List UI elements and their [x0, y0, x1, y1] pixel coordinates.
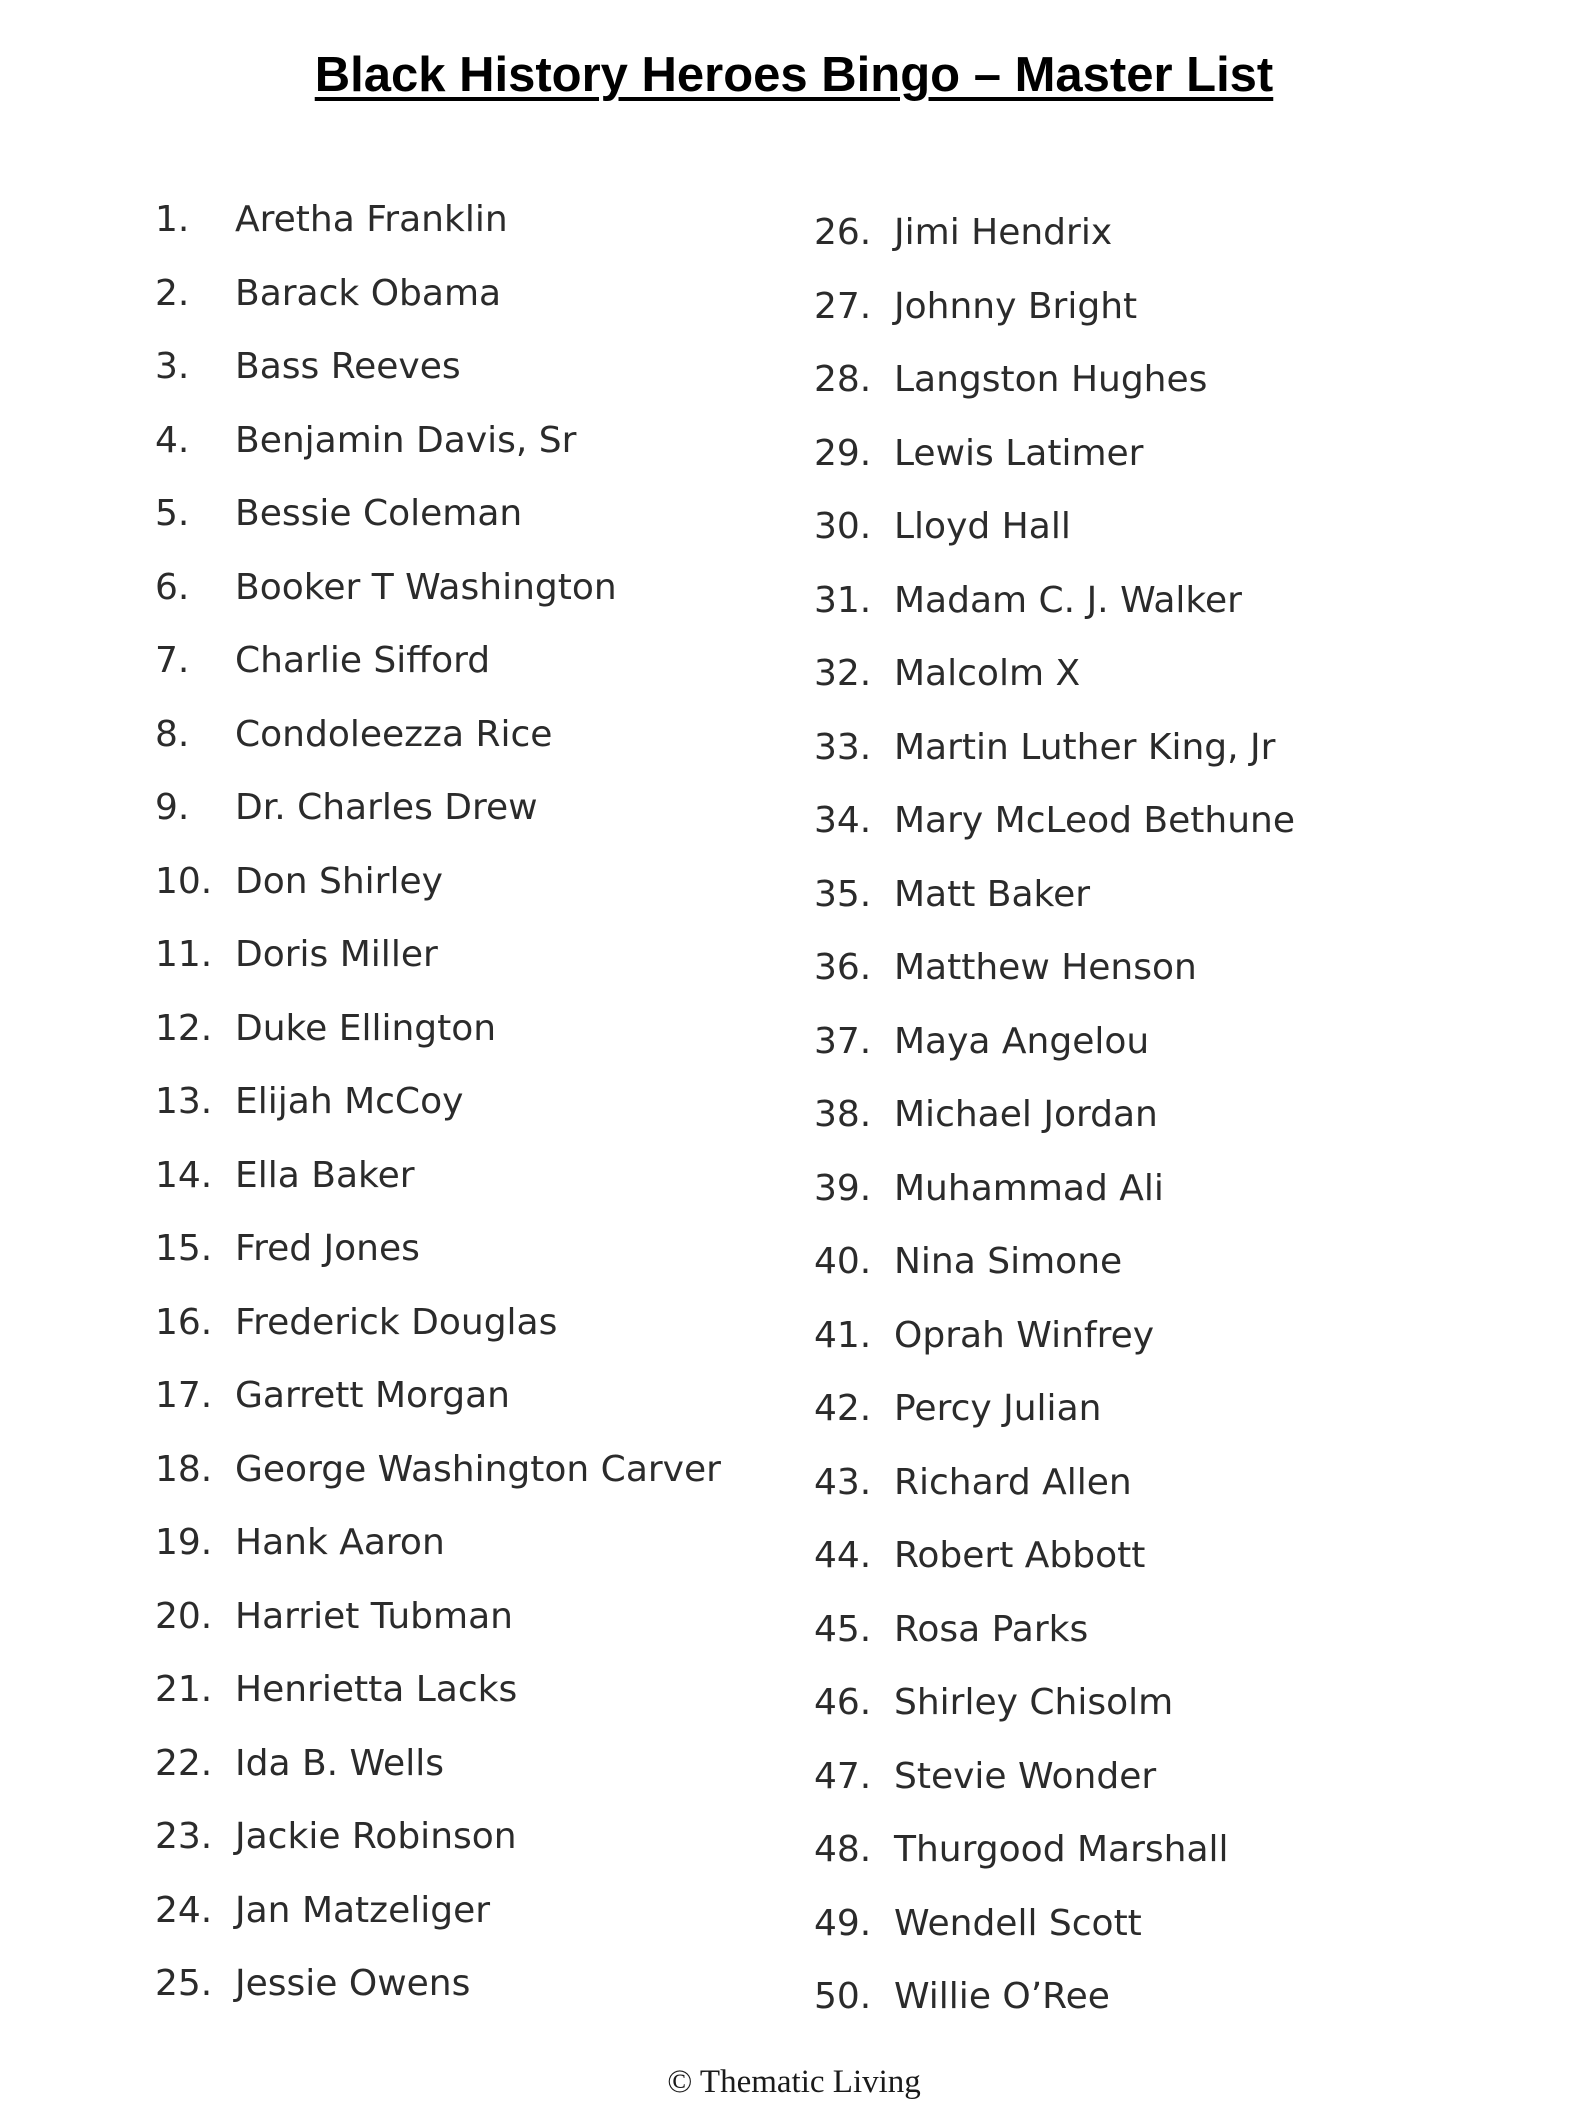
list-item	[814, 1593, 1295, 1667]
item-name: Garrett Morgan	[235, 1375, 510, 1416]
item-number: 25.	[155, 1963, 213, 2004]
item-name: Frederick Douglas	[235, 1301, 558, 1343]
item-number: 15.	[155, 1228, 213, 1269]
list-item	[814, 637, 1295, 711]
list-item	[814, 270, 1295, 344]
page-title	[0, 40, 1588, 110]
item-name: Hank Aaron	[235, 1522, 445, 1563]
list-item	[155, 1874, 721, 1948]
list-item	[814, 711, 1295, 785]
item-name: Wendell Scott	[894, 1902, 1142, 1944]
list-item	[814, 417, 1295, 491]
item-name: Maya Angelou	[894, 1020, 1150, 1062]
item-name: Langston Hughes	[894, 359, 1208, 400]
list-item	[155, 551, 721, 625]
item-name: Richard Allen	[894, 1461, 1132, 1503]
list-item	[814, 1666, 1295, 1740]
item-name: Elijah McCoy	[235, 1081, 464, 1122]
item-number: 14.	[155, 1154, 213, 1196]
item-number: 36.	[814, 947, 872, 988]
item-number: 3.	[155, 346, 190, 387]
item-number: 46.	[814, 1682, 872, 1723]
item-name: Ida B. Wells	[235, 1742, 444, 1784]
item-number: 37.	[814, 1020, 872, 1062]
list-item	[155, 1286, 721, 1360]
list-item	[155, 477, 721, 551]
list-item	[814, 1887, 1295, 1961]
item-number: 42.	[814, 1388, 872, 1429]
item-name: Jessie Owens	[235, 1963, 471, 2004]
item-name: Barack Obama	[235, 272, 502, 314]
item-name: Muhammad Ali	[894, 1167, 1164, 1209]
list-item	[814, 1446, 1295, 1520]
item-name: Shirley Chisolm	[894, 1682, 1174, 1723]
item-name: Duke Ellington	[235, 1007, 497, 1049]
list-item	[155, 1212, 721, 1286]
item-number: 20.	[155, 1595, 213, 1637]
item-name: Matthew Henson	[894, 947, 1197, 988]
item-number: 7.	[155, 640, 190, 681]
list-item	[155, 992, 721, 1066]
item-name: Oprah Winfrey	[894, 1314, 1155, 1356]
list-item	[814, 1960, 1295, 2034]
list-item	[155, 1800, 721, 1874]
item-number: 13.	[155, 1081, 213, 1122]
item-name: Malcolm X	[894, 653, 1081, 694]
item-number: 27.	[814, 285, 872, 327]
item-number: 30.	[814, 506, 872, 547]
item-name: Henrietta Lacks	[235, 1669, 518, 1710]
list-item	[814, 1299, 1295, 1373]
names-list-right	[814, 196, 1295, 2034]
item-name: Stevie Wonder	[894, 1755, 1157, 1797]
item-name: Booker T Washington	[235, 566, 617, 608]
list-item	[814, 1152, 1295, 1226]
item-name: Lloyd Hall	[894, 506, 1071, 547]
list-item	[155, 183, 721, 257]
item-name: Harriet Tubman	[235, 1595, 513, 1637]
list-item	[814, 1225, 1295, 1299]
item-name: Jackie Robinson	[235, 1816, 517, 1857]
item-number: 24.	[155, 1889, 213, 1931]
list-item	[155, 624, 721, 698]
item-name: Charlie Sifford	[235, 640, 491, 681]
list-item	[814, 784, 1295, 858]
item-number: 10.	[155, 860, 213, 902]
item-number: 18.	[155, 1448, 213, 1490]
item-number: 45.	[814, 1608, 872, 1650]
list-item	[814, 1519, 1295, 1593]
list-item	[155, 771, 721, 845]
item-number: 43.	[814, 1461, 872, 1503]
item-number: 41.	[814, 1314, 872, 1356]
item-number: 26.	[814, 212, 872, 253]
item-number: 40.	[814, 1241, 872, 1282]
item-name: Thurgood Marshall	[894, 1829, 1229, 1870]
item-name: Madam C. J. Walker	[894, 579, 1242, 621]
list-item	[155, 1947, 721, 2021]
item-name: Condoleezza Rice	[235, 713, 553, 755]
item-number: 35.	[814, 873, 872, 915]
list-item	[155, 1506, 721, 1580]
list-item	[155, 845, 721, 919]
list-item	[155, 1727, 721, 1801]
item-name: Bass Reeves	[235, 346, 461, 387]
item-number: 1.	[155, 199, 190, 240]
item-name: Percy Julian	[894, 1388, 1102, 1429]
item-number: 48.	[814, 1829, 872, 1870]
item-number: 31.	[814, 579, 872, 621]
item-number: 17.	[155, 1375, 213, 1416]
item-name: Michael Jordan	[894, 1094, 1158, 1135]
item-number: 11.	[155, 934, 213, 975]
item-name: Ella Baker	[235, 1154, 415, 1196]
item-number: 21.	[155, 1669, 213, 1710]
list-item	[814, 1813, 1295, 1887]
list-item	[155, 1653, 721, 1727]
item-number: 19.	[155, 1522, 213, 1563]
list-item	[814, 1078, 1295, 1152]
list-item	[814, 858, 1295, 932]
item-name: Mary McLeod Bethune	[894, 800, 1295, 841]
item-name: Nina Simone	[894, 1241, 1123, 1282]
item-number: 38.	[814, 1094, 872, 1135]
list-item	[814, 343, 1295, 417]
list-item	[155, 1065, 721, 1139]
item-name: Don Shirley	[235, 860, 443, 902]
item-number: 50.	[814, 1976, 872, 2017]
item-number: 5.	[155, 493, 190, 534]
names-list-left	[155, 183, 721, 2021]
item-name: Jimi Hendrix	[894, 212, 1113, 253]
item-number: 49.	[814, 1902, 872, 1944]
item-name: Martin Luther King, Jr	[894, 726, 1276, 768]
item-name: Doris Miller	[235, 934, 438, 975]
item-number: 39.	[814, 1167, 872, 1209]
item-name: Fred Jones	[235, 1228, 420, 1269]
item-number: 16.	[155, 1301, 213, 1343]
list-item	[814, 1740, 1295, 1814]
item-number: 47.	[814, 1755, 872, 1797]
list-item	[814, 1005, 1295, 1079]
list-item	[814, 931, 1295, 1005]
item-name: Lewis Latimer	[894, 432, 1144, 474]
item-name: Johnny Bright	[894, 285, 1138, 327]
list-item	[155, 1433, 721, 1507]
list-item	[155, 404, 721, 478]
page-title-text: Black History Heroes Bingo – Master List	[314, 48, 1274, 102]
item-name: Willie O’Ree	[894, 1976, 1110, 2017]
item-name: Robert Abbott	[894, 1535, 1146, 1576]
item-number: 23.	[155, 1816, 213, 1857]
item-number: 29.	[814, 432, 872, 474]
list-item	[814, 564, 1295, 638]
item-number: 22.	[155, 1742, 213, 1784]
item-number: 33.	[814, 726, 872, 768]
copyright-footer: © Thematic Living	[667, 2064, 921, 2100]
item-number: 28.	[814, 359, 872, 400]
item-number: 2.	[155, 272, 190, 314]
list-item	[155, 918, 721, 992]
list-item	[814, 1372, 1295, 1446]
item-name: Rosa Parks	[894, 1608, 1089, 1650]
item-number: 12.	[155, 1007, 213, 1049]
item-name: Dr. Charles Drew	[235, 787, 538, 828]
list-item	[814, 196, 1295, 270]
list-item	[155, 1359, 721, 1433]
list-item	[155, 257, 721, 331]
item-number: 8.	[155, 713, 190, 755]
list-item	[155, 1580, 721, 1654]
item-number: 4.	[155, 419, 190, 461]
item-number: 34.	[814, 800, 872, 841]
item-number: 9.	[155, 787, 190, 828]
item-name: Aretha Franklin	[235, 199, 508, 240]
list-item	[155, 330, 721, 404]
item-number: 44.	[814, 1535, 872, 1576]
item-name: Matt Baker	[894, 873, 1091, 915]
item-number: 6.	[155, 566, 190, 608]
list-item	[155, 1139, 721, 1213]
item-name: Jan Matzeliger	[235, 1889, 491, 1931]
item-name: George Washington Carver	[235, 1448, 721, 1490]
item-name: Bessie Coleman	[235, 493, 523, 534]
list-item	[155, 698, 721, 772]
item-number: 32.	[814, 653, 872, 694]
item-name: Benjamin Davis, Sr	[235, 419, 577, 461]
list-item	[814, 490, 1295, 564]
